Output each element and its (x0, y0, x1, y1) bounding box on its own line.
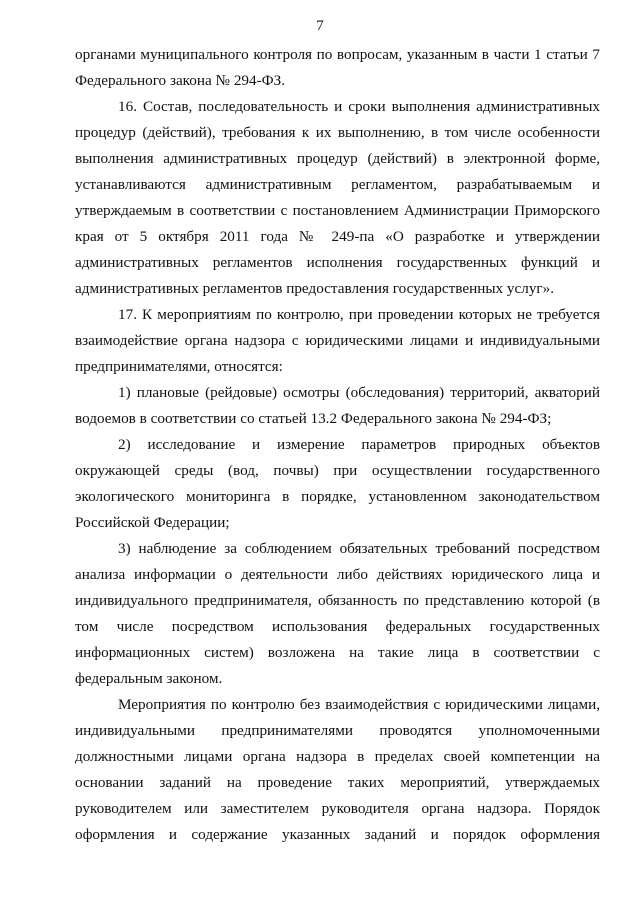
document-body (75, 42, 600, 848)
paragraph-17: 17. К мероприятиям по контролю, при проведении которых не требуется взаимодействие органа надзора с юридическими лицами и индивидуальными предпринимателями, относятся: (75, 306, 600, 375)
paragraph-16: 16. Состав, последовательность и сроки выполнения административных процедур (действий), требования к их выполнению, в том числе особенности выполнения административных процедур (действий) в электронной форме, устанавливаются административным регламентом, разрабатываемым и утверждаемым в соответствии с постановлением Администрации Приморского края от 5 октября 2011 года № 249-па «О разработке и утверждении административных регламентов исполнения государственных функций и административных регламентов предоставления государственных услуг». (75, 98, 600, 297)
paragraph-17-item-3: 3) наблюдение за соблюдением обязательных требований посредством анализа информации о деятельности либо действиях юридического лица и индивидуального предпринимателя, обязанность по представлению которой (в том числе посредством использования федеральных государственных информационных систем) возложена на такие лица в соответствии с федеральным законом. (75, 540, 600, 687)
paragraph-measures: Мероприятия по контролю без взаимодействия с юридическими лицами, индивидуальными предпринимателями проводятся уполномоченными должностными лицами органа надзора в пределах своей компетенции на основании заданий на проведение таких мероприятий, утверждаемых руководителем или заместителем руководителя органа надзора. Порядок оформления и содержание указанных заданий и порядок оформления (75, 696, 600, 843)
paragraph-continuation: органами муниципального контроля по вопросам, указанным в части 1 статьи 7 Федерального закона № 294-ФЗ. (75, 46, 600, 89)
paragraph-17-item-2: 2) исследование и измерение параметров природных объектов окружающей среды (вод, почвы) при осуществлении государственного экологического мониторинга в порядке, установленном законодательством Российской Федерации; (75, 436, 600, 531)
paragraph-17-item-1: 1) плановые (рейдовые) осмотры (обследования) территорий, акваторий водоемов в соответствии со статьей 13.2 Федерального закона № 294-ФЗ; (75, 384, 600, 427)
page-number: 7 (316, 18, 324, 34)
